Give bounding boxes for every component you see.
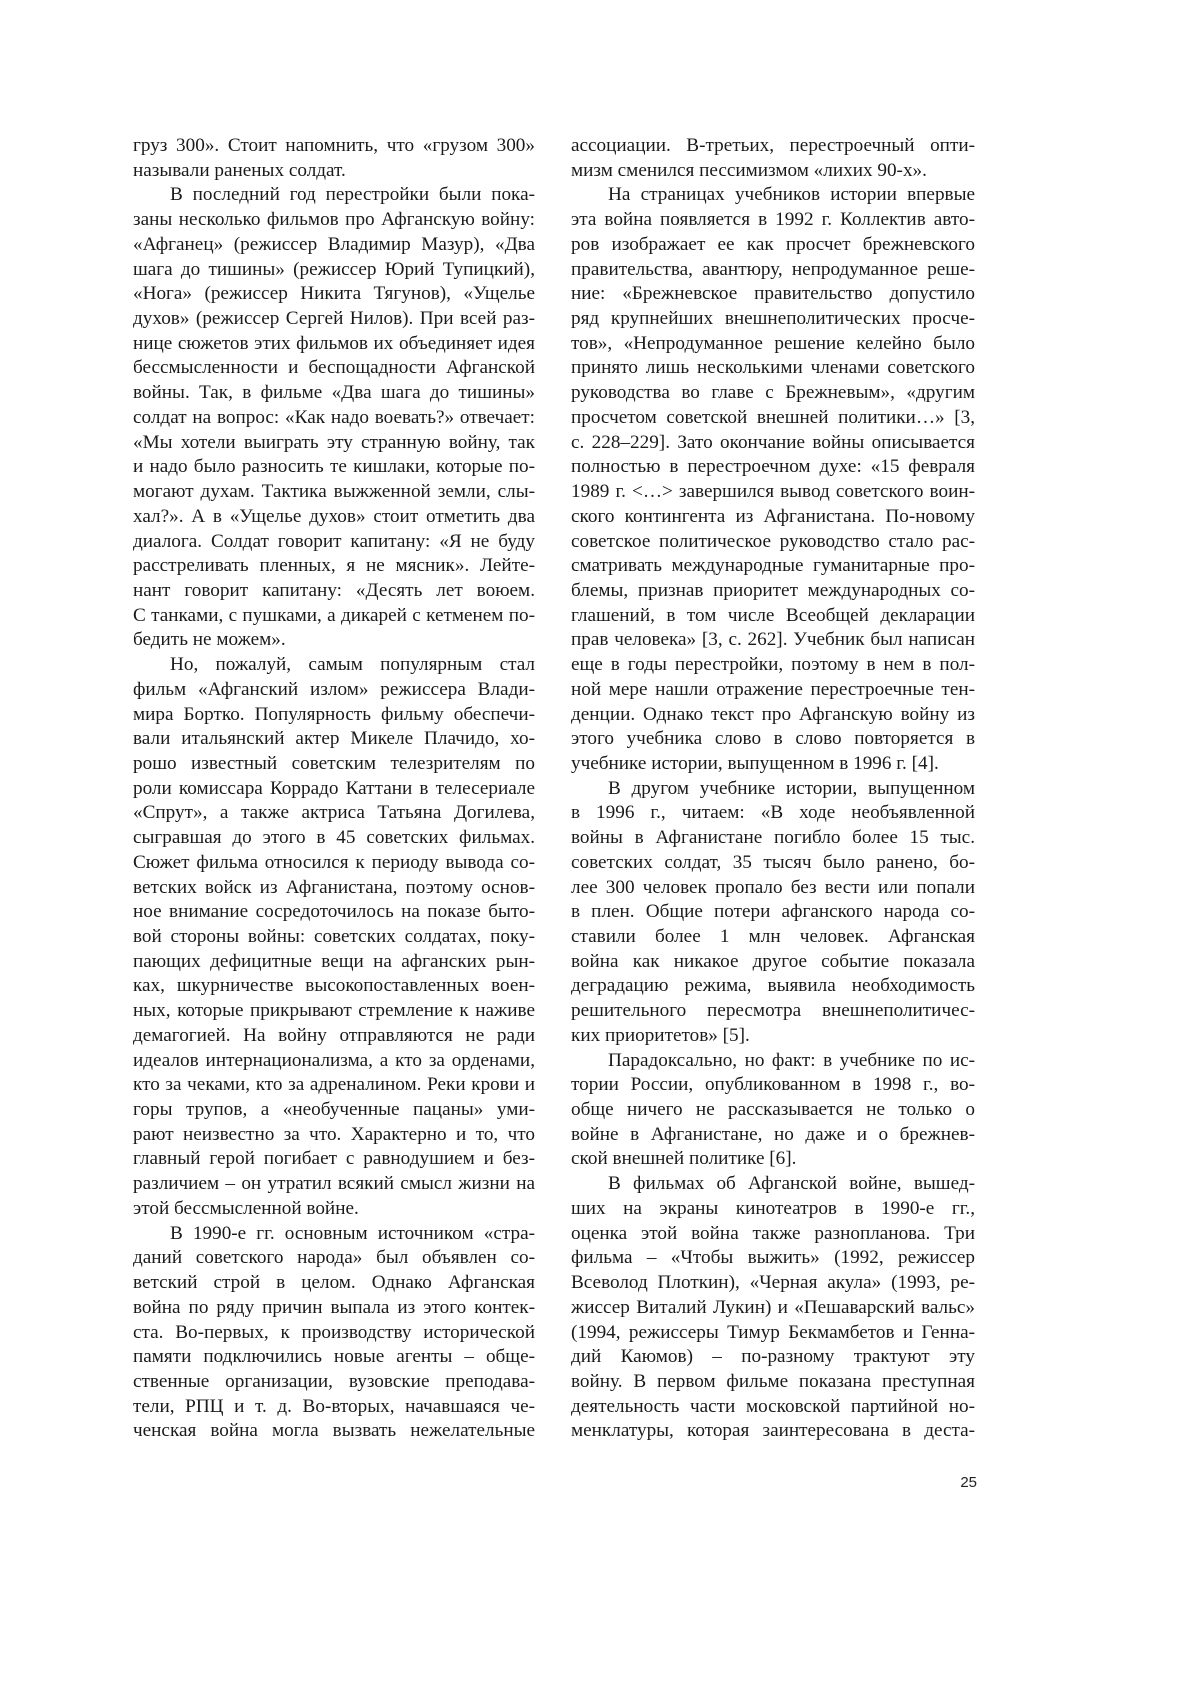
text-line: война по ряду причин выпала из этого контек-: [133, 1296, 535, 1321]
text-line: В 1990-е гг. основным источником «стра-: [133, 1222, 535, 1247]
text-line: горы трупов, а «необученные пацаны» уми-: [133, 1098, 535, 1123]
text-line: ких приоритетов» [5].: [571, 1024, 975, 1049]
text-line: в плен. Общие потери афганского народа со-: [571, 900, 975, 925]
text-line: «Спрут», а также актриса Татьяна Догилева,: [133, 801, 535, 826]
text-line: мизм сменился пессимизмом «лихих 90-х».: [571, 159, 975, 184]
text-line: «Афганец» (режиссер Владимир Мазур), «Два: [133, 233, 535, 258]
text-line: деятельность части московской партийной но-: [571, 1395, 975, 1420]
paragraph: [571, 134, 975, 183]
text-line: тели, РПЦ и т. д. Во-вторых, начавшаяся че-: [133, 1395, 535, 1420]
text-line: роли комиссара Коррадо Каттани в телесериале: [133, 777, 535, 802]
paragraph: [571, 777, 975, 1049]
text-line: На страницах учебников истории впервые: [571, 183, 975, 208]
text-line: ров изображает ее как просчет брежневского: [571, 233, 975, 258]
text-line: (1994, режиссеры Тимур Бекмамбетов и Генна-: [571, 1321, 975, 1346]
text-line: рают неизвестно за что. Характерно и то, что: [133, 1123, 535, 1148]
paragraph: [571, 1172, 975, 1444]
paragraph: [133, 1222, 535, 1444]
text-line: главный герой погибает с равнодушием и без-: [133, 1147, 535, 1172]
text-line: хал?». А в «Ущелье духов» стоит отметить два: [133, 505, 535, 530]
text-line: нант говорит капитану: «Десять лет воюем.: [133, 579, 535, 604]
text-line: правительства, авантюру, непродуманное реше-: [571, 258, 975, 283]
text-line: блемы, признав приоритет международных со-: [571, 579, 975, 604]
text-line: пающих дефицитные вещи на афганских рын-: [133, 950, 535, 975]
text-line: менклатуры, которая заинтересована в деста-: [571, 1419, 975, 1444]
text-line: ской внешней политике [6].: [571, 1147, 975, 1172]
text-line: демагогией. На войну отправляются не ради: [133, 1024, 535, 1049]
paragraph: [571, 183, 975, 776]
text-line: этой бессмысленной войне.: [133, 1197, 535, 1222]
text-line: руководства во главе с Брежневым», «другим: [571, 381, 975, 406]
text-line: ставили более 1 млн человек. Афганская: [571, 925, 975, 950]
text-line: глашений, в том числе Всеобщей декларации: [571, 604, 975, 629]
text-line: просчетом советской внешней политики…» [3,: [571, 406, 975, 431]
text-line: прав человека» [3, с. 262]. Учебник был написан: [571, 628, 975, 653]
text-line: В фильмах об Афганской войне, вышед-: [571, 1172, 975, 1197]
text-line: советское политическое руководство стало рас-: [571, 530, 975, 555]
text-line: советских солдат, 35 тысяч было ранено, бо-: [571, 851, 975, 876]
text-line: мира Бортко. Популярность фильму обеспечи-: [133, 703, 535, 728]
text-line: ского контингента из Афганистана. По-новому: [571, 505, 975, 530]
text-line: называли раненых солдат.: [133, 159, 535, 184]
text-line: шага до тишины» (режиссер Юрий Тупицкий),: [133, 258, 535, 283]
text-line: тов», «Непродуманное решение келейно было: [571, 332, 975, 357]
text-line: Парадоксально, но факт: в учебнике по ис-: [571, 1049, 975, 1074]
text-line: «Мы хотели выиграть эту странную войну, так: [133, 431, 535, 456]
text-line: решительного пересмотра внешнеполитичес-: [571, 999, 975, 1024]
text-line: ных, которые прикрывают стремление к наживе: [133, 999, 535, 1024]
text-line: вой стороны войны: советских солдатах, поку-: [133, 925, 535, 950]
text-line: В другом учебнике истории, выпущенном: [571, 777, 975, 802]
text-line: диалога. Солдат говорит капитану: «Я не буду: [133, 530, 535, 555]
text-line: фильма – «Чтобы выжить» (1992, режиссер: [571, 1246, 975, 1271]
text-line: войны в Афганистане погибло более 15 тыс.: [571, 826, 975, 851]
text-line: сыгравшая до этого в 45 советских фильмах.: [133, 826, 535, 851]
text-line: расстреливать пленных, я не мясник». Лейте-: [133, 554, 535, 579]
text-line: даний советского народа» был объявлен со-: [133, 1246, 535, 1271]
text-line: Сюжет фильма относился к периоду вывода со-: [133, 851, 535, 876]
text-line: «Нога» (режиссер Никита Тягунов), «Ущелье: [133, 282, 535, 307]
text-line: ассоциации. В-третьих, перестроечный опти-: [571, 134, 975, 159]
text-line: ряд крупнейших внешнеполитических просче-: [571, 307, 975, 332]
text-line: различием – он утратил всякий смысл жизни на: [133, 1172, 535, 1197]
document-page: [0, 0, 1200, 1697]
text-line: Но, пожалуй, самым популярным стал: [133, 653, 535, 678]
paragraph: [133, 183, 535, 653]
text-line: ной мере нашли отражение перестроечные тен-: [571, 678, 975, 703]
text-line: сматривать международные гуманитарные про-: [571, 554, 975, 579]
text-line: 1989 г. <…> завершился вывод советского воин-: [571, 480, 975, 505]
text-line: ние: «Брежневское правительство допустило: [571, 282, 975, 307]
text-line: ветский строй в целом. Однако Афганская: [133, 1271, 535, 1296]
text-line: ственные организации, вузовские преподава-: [133, 1370, 535, 1395]
text-line: ших на экраны кинотеатров в 1990-е гг.,: [571, 1197, 975, 1222]
text-line: ченская война могла вызвать нежелательные: [133, 1419, 535, 1444]
text-line: Всеволод Плоткин), «Черная акула» (1993, ре-: [571, 1271, 975, 1296]
page-number: 25: [950, 1474, 977, 1491]
paragraph: [571, 1049, 975, 1173]
text-line: с. 228–229]. Зато окончание войны описывается: [571, 431, 975, 456]
text-line: война как никакое другое событие показала: [571, 950, 975, 975]
text-line: войне в Афганистане, но даже и о брежнев-: [571, 1123, 975, 1148]
text-line: бедить не можем».: [133, 628, 535, 653]
text-line: идеалов интернационализма, а кто за орденами,: [133, 1049, 535, 1074]
text-line: учебнике истории, выпущенном в 1996 г. [4].: [571, 752, 975, 777]
text-line: принято лишь несколькими членами советского: [571, 356, 975, 381]
text-line: войну. В первом фильме показана преступная: [571, 1370, 975, 1395]
text-line: С танками, с пушками, а дикарей с кетменем по-: [133, 604, 535, 629]
text-line: ветских войск из Афганистана, поэтому основ-: [133, 876, 535, 901]
text-line: заны несколько фильмов про Афганскую войну:: [133, 208, 535, 233]
text-line: В последний год перестройки были пока-: [133, 183, 535, 208]
text-line: рошо известный советским телезрителям по: [133, 752, 535, 777]
text-line: нице сюжетов этих фильмов их объединяет идея: [133, 332, 535, 357]
text-line: вали итальянский актер Микеле Плачидо, хо-: [133, 727, 535, 752]
text-line: ках, шкурничестве высокопоставленных воен-: [133, 974, 535, 999]
text-line: эта война появляется в 1992 г. Коллектив авто-: [571, 208, 975, 233]
text-line: дий Каюмов) – по-разному трактуют эту: [571, 1345, 975, 1370]
text-line: кто за чеками, кто за адреналином. Реки крови и: [133, 1073, 535, 1098]
text-line: ста. Во-первых, к производству исторической: [133, 1321, 535, 1346]
text-line: груз 300». Стоит напомнить, что «грузом 300»: [133, 134, 535, 159]
text-line: денции. Однако текст про Афганскую войну из: [571, 703, 975, 728]
text-line: обще ничего не рассказывается не только о: [571, 1098, 975, 1123]
text-line: памяти подключились новые агенты – обще-: [133, 1345, 535, 1370]
text-line: войны. Так, в фильме «Два шага до тишины»: [133, 381, 535, 406]
text-line: еще в годы перестройки, поэтому в нем в пол-: [571, 653, 975, 678]
text-column-right: [571, 134, 975, 1444]
text-line: духов» (режиссер Сергей Нилов). При всей раз-: [133, 307, 535, 332]
paragraph: [133, 653, 535, 1222]
text-line: и надо было разносить те кишлаки, которые по-: [133, 455, 535, 480]
text-line: деградацию режима, выявила необходимость: [571, 974, 975, 999]
text-line: тории России, опубликованном в 1998 г., во-: [571, 1073, 975, 1098]
text-line: оценка этой война также разнопланова. Три: [571, 1222, 975, 1247]
text-line: солдат на вопрос: «Как надо воевать?» отвечает:: [133, 406, 535, 431]
text-line: полностью в перестроечном духе: «15 февраля: [571, 455, 975, 480]
text-line: в 1996 г., читаем: «В ходе необъявленной: [571, 801, 975, 826]
text-line: фильм «Афганский излом» режиссера Влади-: [133, 678, 535, 703]
text-line: этого учебника слово в слово повторяется в: [571, 727, 975, 752]
text-line: лее 300 человек пропало без вести или попали: [571, 876, 975, 901]
text-line: бессмысленности и беспощадности Афганской: [133, 356, 535, 381]
text-line: ное внимание сосредоточилось на показе быто-: [133, 900, 535, 925]
text-column-left: [133, 134, 535, 1444]
text-line: могают духам. Тактика выжженной земли, слы-: [133, 480, 535, 505]
text-line: жиссер Виталий Лукин) и «Пешаварский вальс»: [571, 1296, 975, 1321]
paragraph: [133, 134, 535, 183]
